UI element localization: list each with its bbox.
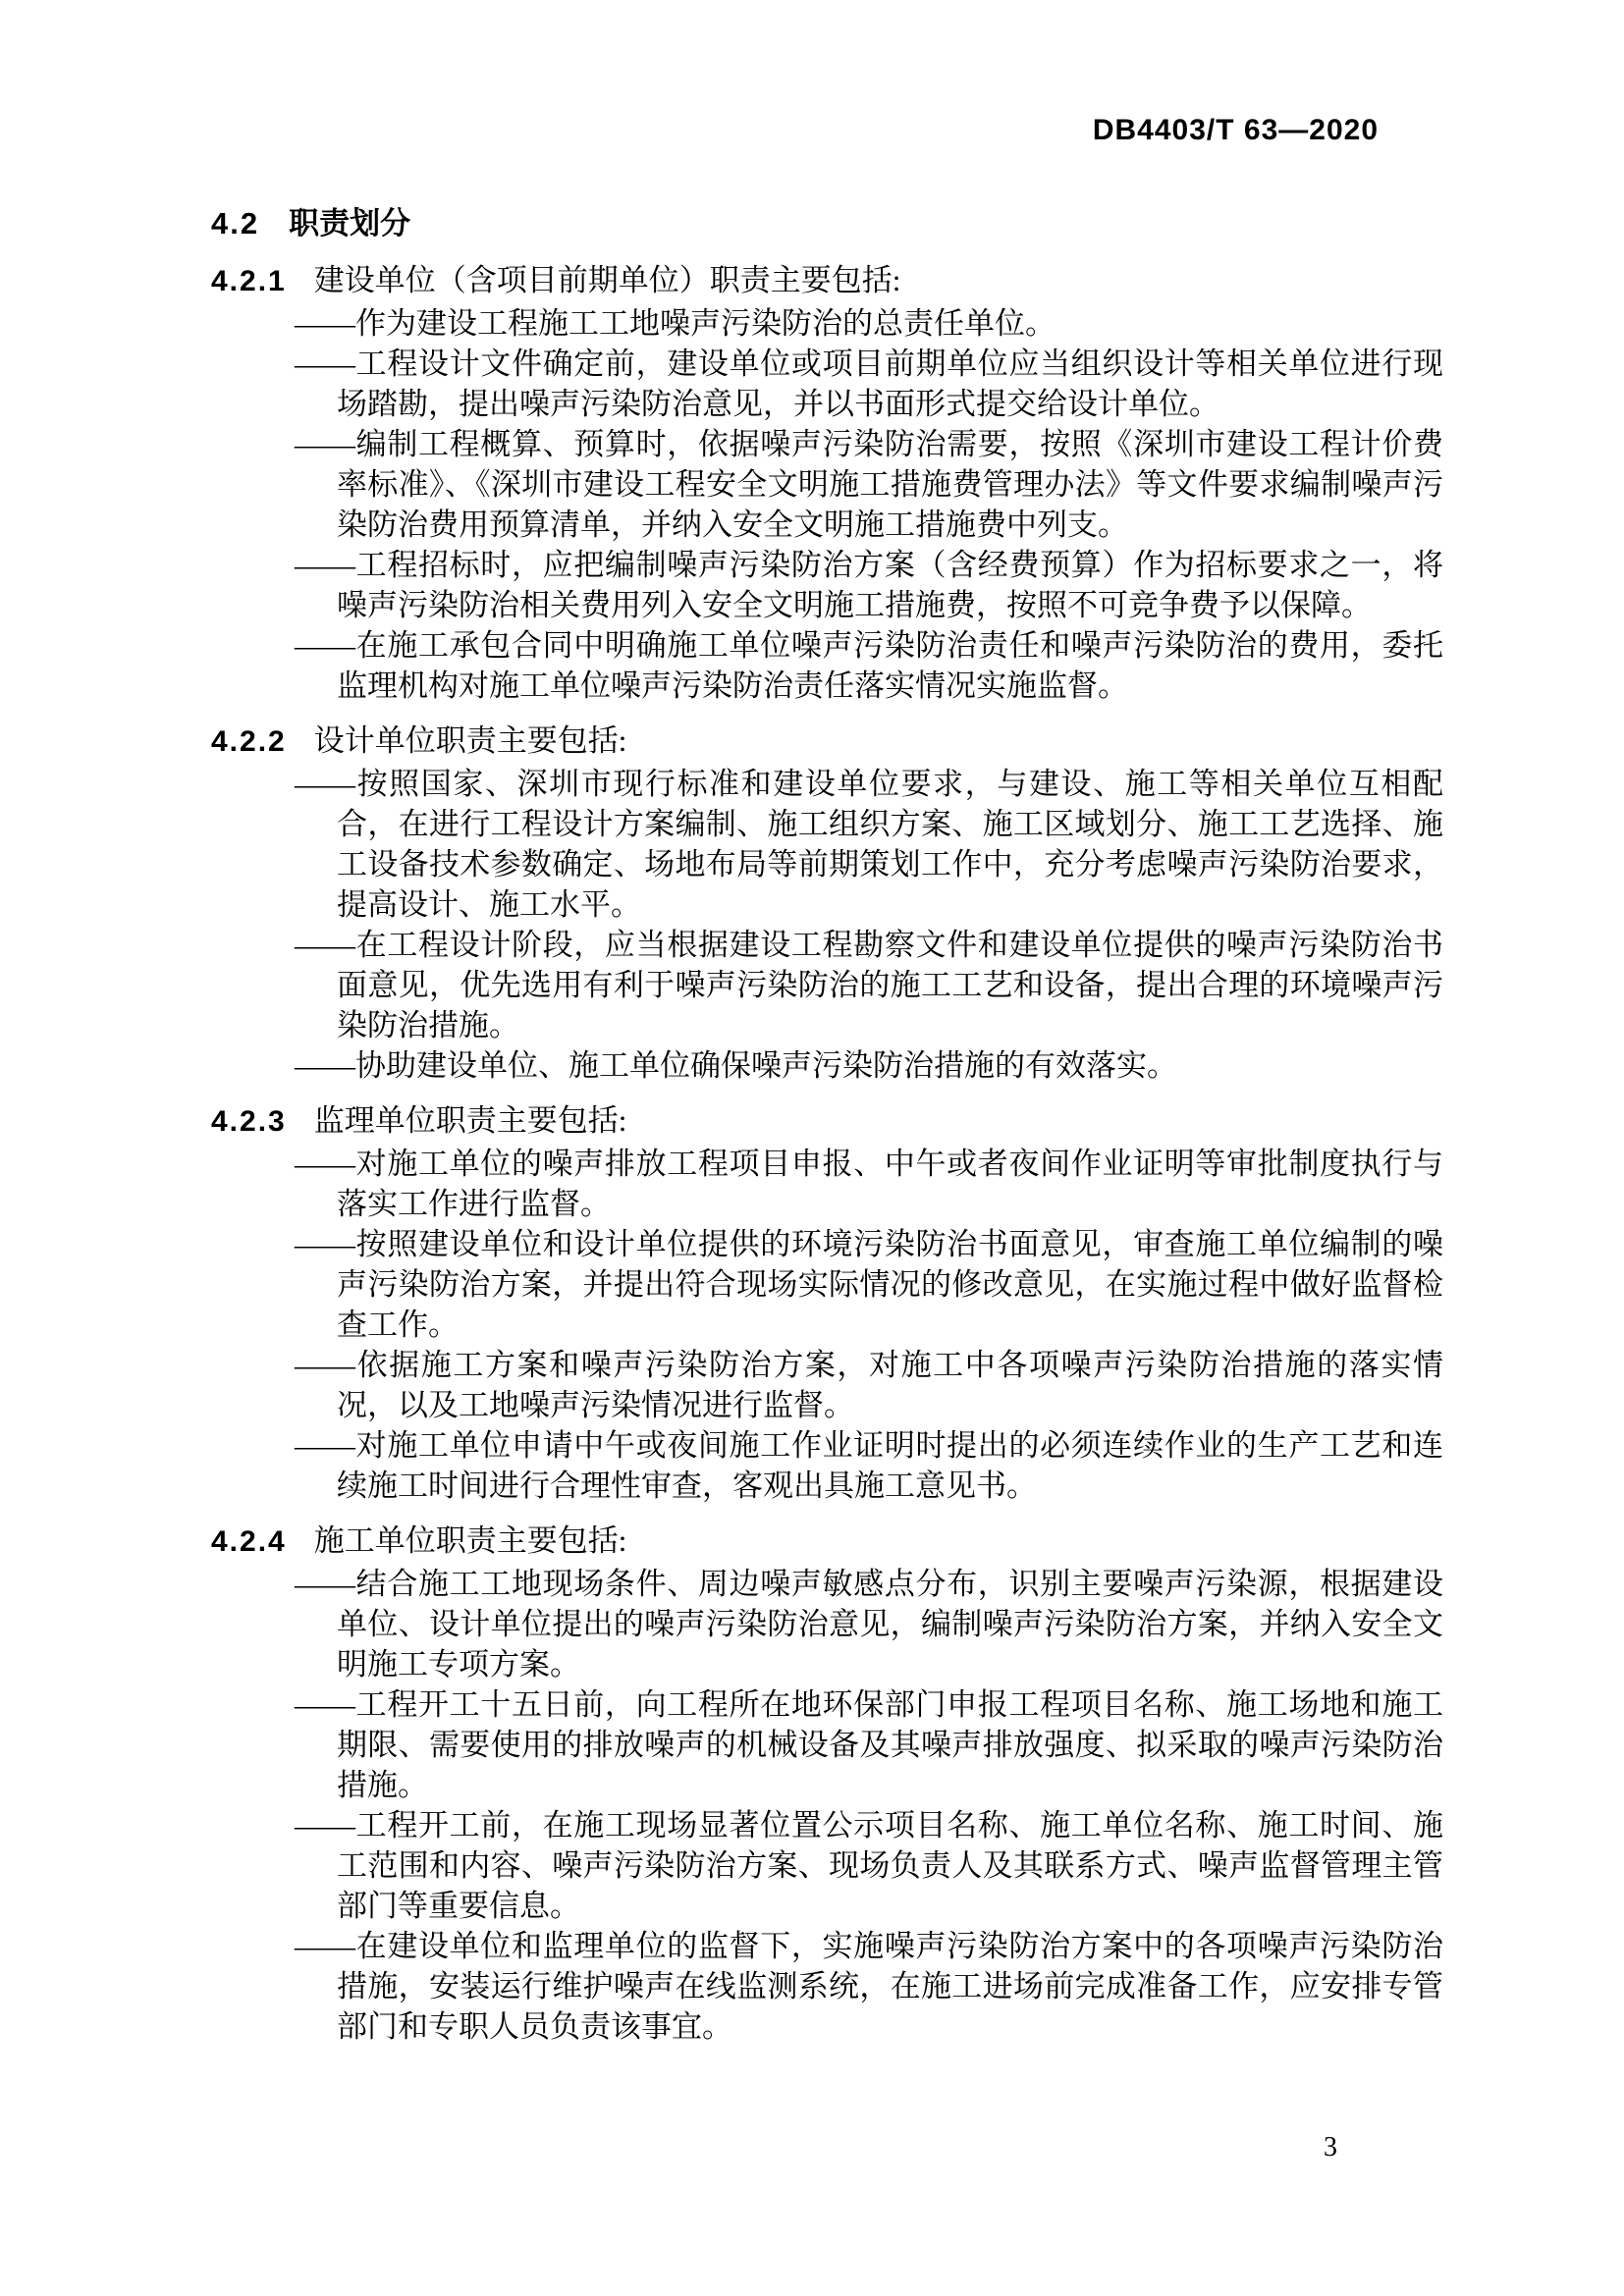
document-body <box>211 202 1443 2047</box>
dash-prefix: —— <box>295 1048 355 1083</box>
clause <box>211 259 1443 706</box>
dash-prefix: —— <box>295 347 355 381</box>
page-number: 3 <box>1324 2132 1337 2163</box>
clause-item: ——依据施工方案和噪声污染防治方案，对施工中各项噪声污染防治措施的落实情况，以及工地噪声污染情况进行监督。 <box>295 1348 1443 1422</box>
clause-item: ——按照建设单位和设计单位提供的环境污染防治书面意见，审查施工单位编制的噪声污染防治方案，并提出符合现场实际情况的修改意见，在实施过程中做好监督检查工作。 <box>295 1227 1443 1342</box>
dash-prefix: —— <box>295 1808 355 1842</box>
clause-item: ——结合施工工地现场条件、周边噪声敏感点分布，识别主要噪声污染源，根据建设单位、设计单位提出的噪声污染防治意见，编制噪声污染防治方案，并纳入安全文明施工专项方案。 <box>295 1567 1443 1682</box>
dash-prefix: —— <box>295 1929 355 1963</box>
dash-prefix: —— <box>295 1348 355 1382</box>
dash-prefix: —— <box>295 767 355 801</box>
clause-item: ——编制工程概算、预算时，依据噪声污染防治需要，按照《深圳市建设工程计价费率标准》、《深圳市建设工程安全文明施工措施费管理办法》等文件要求编制噪声污染防治费用预算清单，并纳入安全文明施工措施费中列支。 <box>295 427 1443 542</box>
dash-prefix: —— <box>295 1227 355 1261</box>
clause-item: ——协助建设单位、施工单位确保噪声污染防治措施的有效落实。 <box>295 1048 1177 1083</box>
clause-number: 4.2.1 <box>211 265 287 297</box>
dash-prefix: —— <box>295 1567 355 1601</box>
clause-item: ——在施工承包合同中明确施工单位噪声污染防治责任和噪声污染防治的费用，委托监理机构对施工单位噪声污染防治责任落实情况实施监督。 <box>295 628 1443 703</box>
clause-heading <box>211 1520 1443 1564</box>
clause-heading <box>211 1099 1443 1144</box>
clause-heading <box>211 720 1443 764</box>
clause-item: ——对施工单位的噪声排放工程项目申报、中午或者夜间作业证明等审批制度执行与落实工作进行监督。 <box>295 1147 1443 1221</box>
dash-prefix: —— <box>295 427 355 461</box>
dash-prefix: —— <box>295 1687 355 1722</box>
clause-item: ——工程开工十五日前，向工程所在地环保部门申报工程项目名称、施工场地和施工期限、需要使用的排放噪声的机械设备及其噪声排放强度、拟采取的噪声污染防治措施。 <box>295 1687 1443 1802</box>
dash-prefix: —— <box>295 548 355 582</box>
dash-prefix: —— <box>295 1147 355 1181</box>
dash-prefix: —— <box>295 306 355 341</box>
clause-heading <box>211 259 1443 303</box>
clause-item: ——对施工单位申请中午或夜间施工作业证明时提出的必须连续作业的生产工艺和连续施工时间进行合理性审查，客观出具施工意见书。 <box>295 1428 1443 1503</box>
section-title: 职责划分 <box>289 206 411 240</box>
dash-prefix: —— <box>295 1428 355 1463</box>
clause-title: 监理单位职责主要包括: <box>313 1103 627 1138</box>
clause <box>211 720 1443 1086</box>
dash-prefix: —— <box>295 928 355 962</box>
clause-number: 4.2.4 <box>211 1525 287 1558</box>
clause-item: ——在建设单位和监理单位的监督下，实施噪声污染防治方案中的各项噪声污染防治措施，安装运行维护噪声在线监测系统，在施工进场前完成准备工作，应安排专管部门和专职人员负责该事宜。 <box>295 1929 1443 2044</box>
clause-list <box>211 259 1443 2047</box>
clause-title: 设计单位职责主要包括: <box>313 723 627 758</box>
clause-item: ——工程设计文件确定前，建设单位或项目前期单位应当组织设计等相关单位进行现场踏勘，提出噪声污染防治意见，并以书面形式提交给设计单位。 <box>295 347 1443 421</box>
clause-item: ——按照国家、深圳市现行标准和建设单位要求，与建设、施工等相关单位互相配合，在进行工程设计方案编制、施工组织方案、施工区域划分、施工工艺选择、施工设备技术参数确定、场地布局等前期策划工作中，充分考虑噪声污染防治要求，提高设计、施工水平。 <box>295 767 1443 922</box>
clause <box>211 1520 1443 2047</box>
section-number: 4.2 <box>211 206 260 240</box>
clause-number: 4.2.2 <box>211 725 287 758</box>
clause-item: ——工程开工前，在施工现场显著位置公示项目名称、施工单位名称、施工时间、施工范围和内容、噪声污染防治方案、现场负责人及其联系方式、噪声监督管理主管部门等重要信息。 <box>295 1808 1443 1923</box>
dash-prefix: —— <box>295 628 355 663</box>
clause-item: ——作为建设工程施工工地噪声污染防治的总责任单位。 <box>295 306 1056 341</box>
clause-title: 建设单位（含项目前期单位）职责主要包括: <box>313 263 901 297</box>
standard-code-header: DB4403/T 63—2020 <box>1092 114 1379 146</box>
clause-item: ——在工程设计阶段，应当根据建设工程勘察文件和建设单位提供的噪声污染防治书面意见，优先选用有利于噪声污染防治的施工工艺和设备，提出合理的环境噪声污染防治措施。 <box>295 928 1443 1042</box>
clause <box>211 1099 1443 1506</box>
clause-item: ——工程招标时，应把编制噪声污染防治方案（含经费预算）作为招标要求之一，将噪声污染防治相关费用列入安全文明施工措施费，按照不可竞争费予以保障。 <box>295 548 1443 622</box>
clause-title: 施工单位职责主要包括: <box>313 1523 627 1558</box>
section-heading <box>211 202 1443 245</box>
clause-number: 4.2.3 <box>211 1105 287 1138</box>
